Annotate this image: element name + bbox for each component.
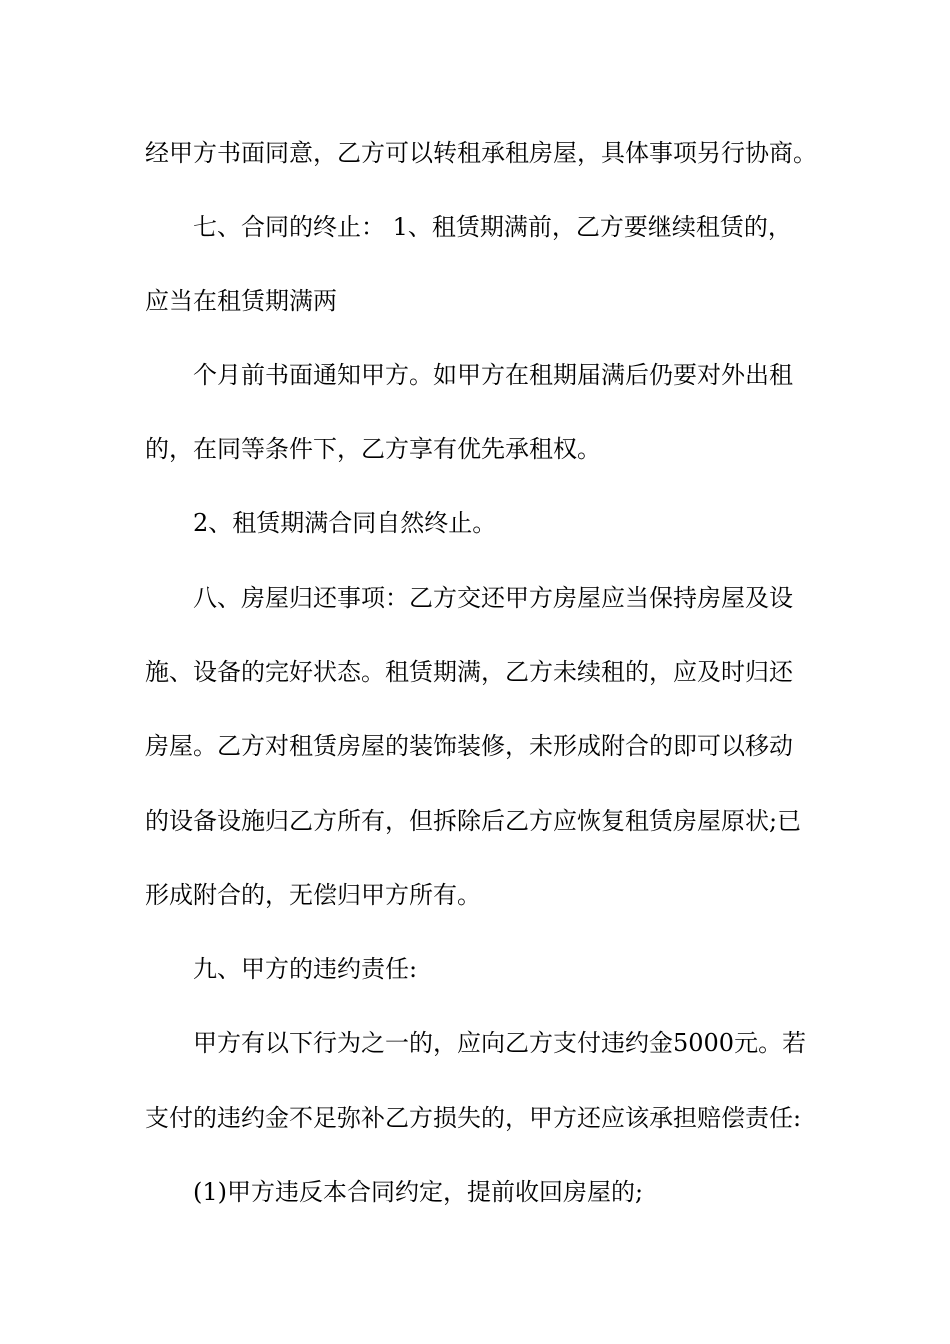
text-line: 形成附合的，无偿归甲方所有。 [145, 881, 481, 909]
text-line: 施、设备的完好状态。租赁期满，乙方未续租的，应及时归还 [145, 658, 793, 686]
text-line: 七、合同的终止： 1、租赁期满前，乙方要继续租赁的， [193, 213, 792, 241]
text-line: 2、租赁期满合同自然终止。 [193, 509, 497, 537]
text-line: 甲方有以下行为之一的，应向乙方支付违约金5000元。若 [193, 1029, 807, 1057]
text-line: (1)甲方违反本合同约定，提前收回房屋的; [193, 1178, 644, 1206]
text-line: 八、房屋归还事项：乙方交还甲方房屋应当保持房屋及设 [193, 584, 793, 612]
text-line: 个月前书面通知甲方。如甲方在租期届满后仍要对外出租 [193, 361, 793, 389]
text-line: 的，在同等条件下，乙方享有优先承租权。 [145, 435, 601, 463]
text-line: 的设备设施归乙方所有，但拆除后乙方应恢复租赁房屋原状;已 [145, 807, 802, 835]
text-line: 经甲方书面同意，乙方可以转租承租房屋，具体事项另行协商。 [145, 139, 817, 167]
text-line: 应当在租赁期满两 [145, 287, 337, 315]
text-line: 房屋。乙方对租赁房屋的装饰装修，未形成附合的即可以移动 [145, 732, 793, 760]
text-line: 支付的违约金不足弥补乙方损失的，甲方还应该承担赔偿责任: [145, 1104, 802, 1132]
text-line: 九、甲方的违约责任: [193, 955, 418, 983]
